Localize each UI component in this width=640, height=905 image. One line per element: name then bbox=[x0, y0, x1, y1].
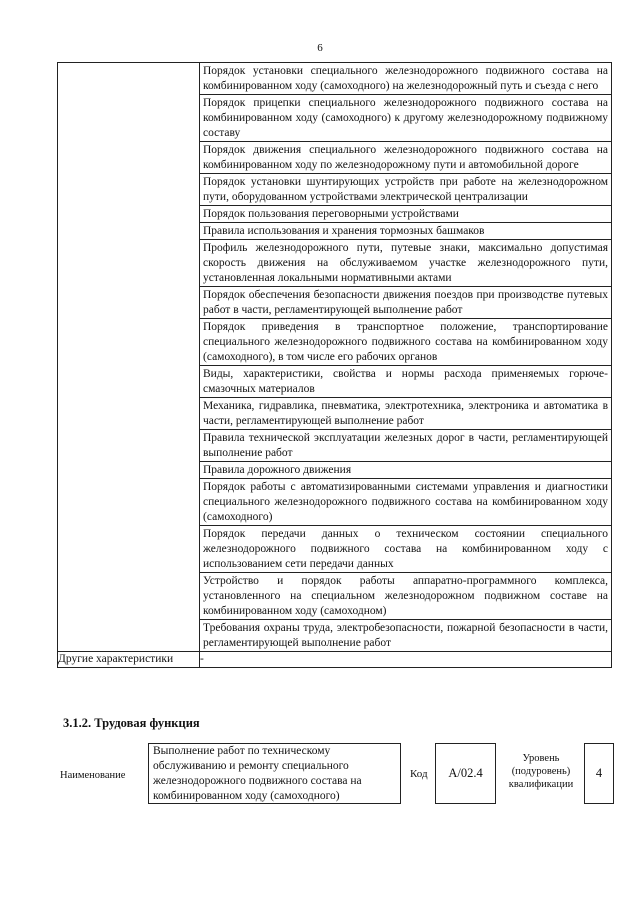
other-characteristics-label: Другие характеристики bbox=[58, 652, 200, 668]
function-name-label: Наименование bbox=[60, 770, 126, 781]
function-name-value: Выполнение работ по техническому обслуживанию и ремонту специального железнодорожного подвижного состава на комбинированном ходу (самоходного) bbox=[148, 743, 401, 804]
knowledge-items bbox=[200, 63, 611, 651]
other-characteristics-value: - bbox=[200, 652, 612, 668]
qualification-level-value: 4 bbox=[584, 743, 614, 804]
knowledge-item: Порядок работы с автоматизированными системами управления и диагностики специального железнодорожного подвижного состава на комбинированном ходу (самоходного) bbox=[200, 479, 611, 526]
knowledge-items-cell bbox=[200, 63, 612, 652]
knowledge-item: Правила технической эксплуатации железных дорог в части, регламентирующей выполнение работ bbox=[200, 430, 611, 462]
function-code-value: A/02.4 bbox=[435, 743, 496, 804]
section-heading: 3.1.2. Трудовая функция bbox=[63, 716, 200, 730]
knowledge-item: Порядок приведения в транспортное положение, транспортирование специального железнодорожного подвижного состава на комбинированном ходу (самоходного), в том числе его рабочих органов bbox=[200, 319, 611, 366]
knowledge-item: Порядок пользования переговорными устройствами bbox=[200, 206, 611, 223]
knowledge-item: Порядок прицепки специального железнодорожного подвижного состава на комбинированном ходу (самоходного) к другому железнодорожному подвижному составу bbox=[200, 95, 611, 142]
page-number: 6 bbox=[317, 42, 323, 54]
knowledge-item: Порядок установки специального железнодорожного подвижного состава на комбинированном ходу (самоходного) на железнодорожный путь и съезда с него bbox=[200, 63, 611, 95]
knowledge-item: Порядок передачи данных о техническом состоянии специального железнодорожного подвижного состава на комбинированном ходу с использованием сети передачи данных bbox=[200, 526, 611, 573]
knowledge-item: Устройство и порядок работы аппаратно-программного комплекса, установленного на специальном железнодорожном подвижном составе на комбинированном ходу (самоходном) bbox=[200, 573, 611, 620]
knowledge-item: Требования охраны труда, электробезопасности, пожарной безопасности в части, регламентирующей выполнение работ bbox=[203, 622, 608, 649]
knowledge-label-cell bbox=[58, 63, 200, 652]
knowledge-item: Профиль железнодорожного пути, путевые знаки, максимально допустимая скорость движения на обслуживаемом участке железнодорожного пути, установленная локальными нормативными актами bbox=[200, 240, 611, 287]
other-characteristics-row bbox=[58, 652, 612, 668]
knowledge-item: Механика, гидравлика, пневматика, электротехника, электроника и автоматика в части, регламентирующей выполнение работ bbox=[200, 398, 611, 430]
knowledge-item: Порядок движения специального железнодорожного подвижного состава на комбинированном ходу по железнодорожному пути и автомобильной дороге bbox=[200, 142, 611, 174]
knowledge-item: Порядок обеспечения безопасности движения поездов при производстве путевых работ в части, регламентирующей выполнение работ bbox=[200, 287, 611, 319]
function-code-label: Код bbox=[410, 768, 428, 780]
knowledge-item: Порядок установки шунтирующих устройств при работе на железнодорожном пути, оборудованном устройствами электрической централизации bbox=[200, 174, 611, 206]
knowledge-item: Виды, характеристики, свойства и нормы расхода применяемых горюче-смазочных материалов bbox=[200, 366, 611, 398]
knowledge-item: Правила дорожного движения bbox=[200, 462, 611, 479]
qualification-level-label: Уровень (подуровень) квалификации bbox=[508, 753, 574, 790]
knowledge-row bbox=[58, 63, 612, 652]
requirements-table bbox=[57, 62, 612, 668]
knowledge-item: Правила использования и хранения тормозных башмаков bbox=[200, 223, 611, 240]
